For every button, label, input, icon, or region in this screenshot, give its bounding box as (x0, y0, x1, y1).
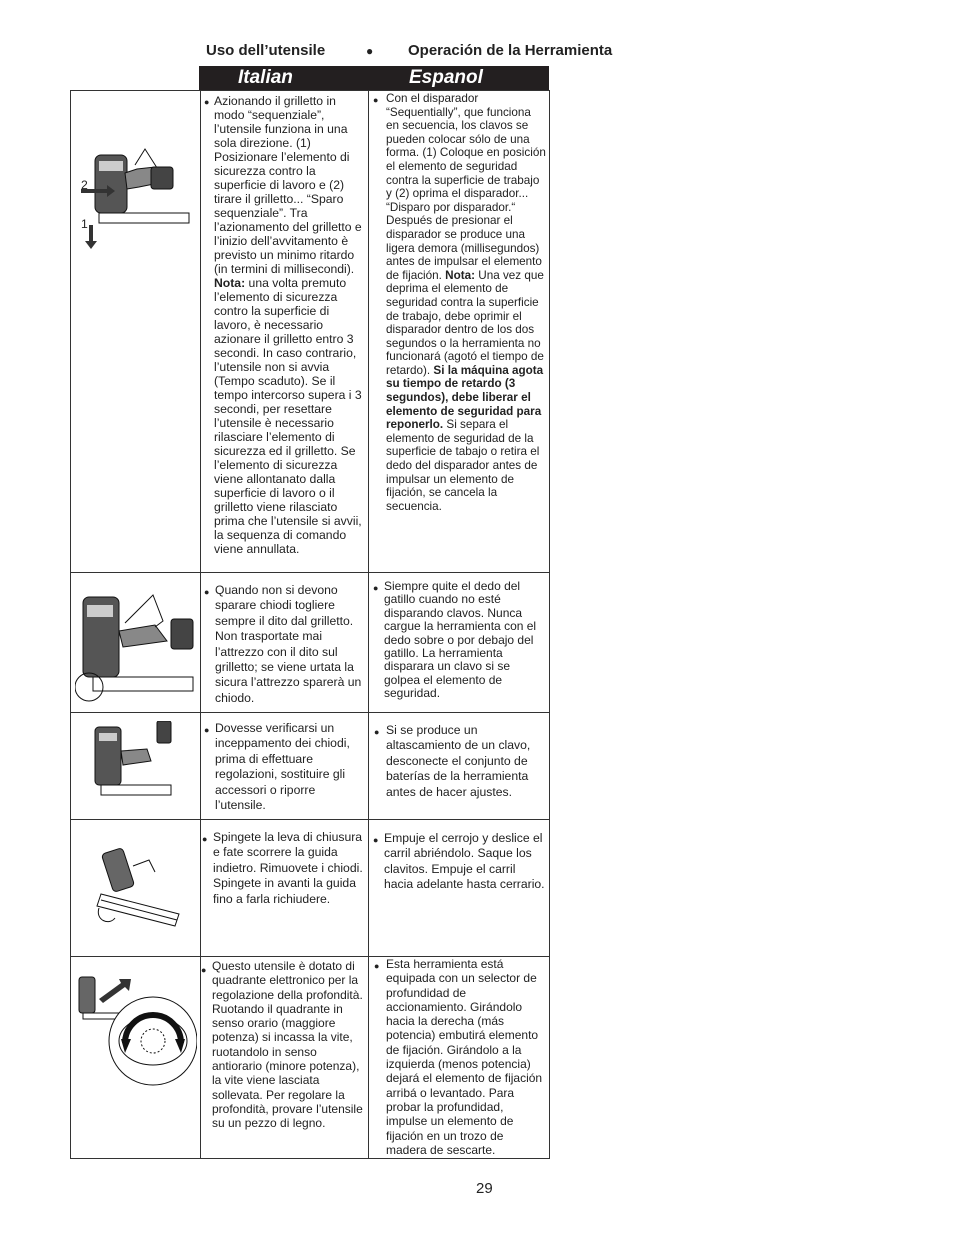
italian-text: Questo utensile è dotato di quadrante elettronico per la regolazione della profondità. Ruotando il quadrante in senso orario (maggiore potenza) si incassa la vite, ruotandolo in senso antiorario (minore potenza), la vite viene lasciata sollevata. Per regolare la profondità, provare l’utensile su un pezzo di legno. (212, 959, 363, 1131)
table-row: ● Dovesse verificarsi un inceppamento dei chiodi, prima di effettuare regolazioni, sostituire gli accessori o riporre l’utensile. ● Si se produce un altascamiento de un clavo, desconecte el conjunto de baterías de la herramienta antes de hacer ajustes. (71, 713, 549, 820)
italian-text: Spingete la leva di chiusura e fate scorrere la guida indietro. Rimuovete i chiodi. Spingete in avanti la guida fino a farla richiudere. (213, 830, 363, 906)
italian-text: Dovesse verificarsi un inceppamento dei chiodi, prima di effettuare regolazioni, sostituire gli accessori o riporre l’utensile. (215, 721, 350, 813)
nailer-illustration (77, 143, 195, 253)
page-number: 29 (476, 1180, 493, 1197)
spanish-text: Con el disparador “Sequentially”, que funciona en secuencia, los clavos se pueden colocar sólo de una forma. (1) Coloque en posición el elemento de seguridad contra la superficie de trabajo y (2) oprima el disparador... “Disparo por disparador.“ Después de presionar el disparador se produce una ligera demora (millisegundos) antes de impulsar el elemento de fijación. Nota: Una vez que deprima el elemento de seguridad contra la superficie de trabajo, debe oprimir el disparador dentro de los dos segundos o la herramienta no funcionará (agotó el tiempo de retardo). Si la máquina agota su tiempo de retardo (3 segundos), debe liberar el elemento de seguridad para reponerlo. Si separa el elemento de seguridad de la superficie de tabajo o retira el dedo del disparador antes de impulsar un elemento de fijación, se cancela la secuencia. (386, 92, 546, 513)
spanish-text: Si se produce un altascamiento de un clavo, desconecte el conjunto de baterías de la herramienta antes de hacer ajustes. (386, 723, 531, 799)
table-row: ● Quando non si devono sparare chiodi togliere sempre il dito dal grilletto. Non trasportate mai l’attrezzo con il dito sul grilletto; se viene urtata la sicura l’attrezzo sparerà un chiodo. ● Siempre quite el dedo del gatillo cuando no esté disparando clavos. Nunca cargue la herramienta con el dedo sobre o por debajo del gatillo. La herramienta disparara un clavo si se golpea el elemento de seguridad. (71, 573, 549, 713)
column-title-italian: Italian (238, 67, 293, 88)
language-header-bar (199, 66, 549, 90)
battery-removed-illustration (93, 721, 177, 811)
spanish-text: Empuje el cerrojo y deslice el carril abriéndolo. Saque los clavitos. Empuje el carril hacia adelante hasta cerrario. (384, 831, 545, 892)
spanish-text: Siempre quite el dedo del gatillo cuando no esté disparando clavos. Nunca cargue la herramienta con el dedo sobre o por debajo del gatillo. La herramienta disparara un clavo si se golpea el elemento de seguridad. (384, 579, 537, 701)
table-row: ● Questo utensile è dotato di quadrante elettronico per la regolazione della profondità. Ruotando il quadrante in senso orario (maggiore potenza) si incassa la vite, ruotandolo in senso antiorario (minore potenza), la vite viene lasciata sollevata. Per regolare la profondità, provare l’utensile su un pezzo di legno. ● Esta herramienta está equipada con un selector de profundidad de accionamiento. Girándolo hacia la derecha (más potencia) embutirá elemento de fijación. Girándolo a la izquierda (menos potencia) dejará el elemento de fijación arribá o levantado. Para probar la profundidad, impulse un elemento de fijación en un trozo de madera de sescarte. (71, 957, 549, 1159)
callout-2: 2 (81, 178, 88, 192)
magazine-latch-illustration (93, 846, 189, 930)
instruction-table (70, 90, 550, 1159)
section-title-spanish: Operación de la Herramienta (408, 42, 613, 59)
table-row: 2 1 ● Azionando il grilletto in modo “sequenziale”, l’utensile funziona in una sola direzione. (1) Posizionare l’elemento di sicurezza contro la superficie di lavoro e (2) tirare il grilletto... “Sparo sequenziale”. Tra l’azionamento del grilletto e l’inizio dell’avvitamento è previsto un minimo ritardo (in termini di millisecondi). Nota: una volta premuto l’elemento di sicurezza contro la superficie di lavoro, è necessario azionare il grilletto entro 3 secondi. In caso contrario, l’utensile non si avvia (Tempo scaduto). Se il tempo intercorso supera i 3 secondi, per resettare l’utensile è necessario rilasciare l’elemento di sicurezza ed il grilletto. Se l’elemento di sicurezza viene allontanato dalla superficie di lavoro o il grilletto viene rilasciato prima che l’utensile si avvii, la sequenza di comando viene annullata. ● Con el disparador “Sequentially”, que funciona en secuencia, los clavos se pueden colocar sólo de una forma. (1) Coloque en posición el elemento de seguridad contra la superficie de trabajo y (2) oprima el disparador... “Disparo por disparador.“ Después de presionar el disparador se produce una ligera demora (millisegundos) antes de impulsar el elemento de fijación. Nota: Una vez que deprima el elemento de seguridad contra la superficie de trabajo, debe oprimir el disparador dentro de los dos segundos o la herramienta no funcionará (agotó el tiempo de retardo). Si la máquina agota su tiempo de retardo (3 segundos), debe liberar el elemento de seguridad para reponerlo. Si separa el elemento de seguridad de la superficie de tabajo o retira el dedo del disparador antes de impulsar un elemento de fijación, se cancela la secuencia. (71, 91, 549, 573)
italian-text: Quando non si devono sparare chiodi togliere sempre il dito dal grilletto. Non trasportate mai l’attrezzo con il dito sul grilletto; se viene urtata la sicura l’attrezzo sparerà un chiodo. (215, 583, 362, 705)
header-separator: ● (366, 44, 374, 58)
column-title-spanish: Espanol (409, 67, 483, 88)
depth-dial-illustration (77, 973, 197, 1091)
finger-off-trigger-illustration (75, 591, 197, 709)
table-row: ● Spingete la leva di chiusura e fate scorrere la guida indietro. Rimuovete i chiodi. Spingete in avanti la guida fino a farla richiudere. ● Empuje el cerrojo y deslice el carril abriéndolo. Saque los clavitos. Empuje el carril hacia adelante hasta cerrario. (71, 820, 549, 957)
spanish-text: Esta herramienta está equipada con un selector de profundidad de accionamiento. Girándolo hacia la derecha (más potencia) embutirá elemento de fijación. Girándolo a la izquierda (menos potencia) dejará el elemento de fijación arribá o levantado. Para probar la profundidad, impulse un elemento de fijación en un trozo de madera de sescarte. (386, 957, 543, 1157)
section-title-italian: Uso dell’utensile (206, 42, 326, 59)
italian-text: Azionando il grilletto in modo “sequenziale”, l’utensile funziona in una sola direzione. (1) Posizionare l’elemento di sicurezza contro la superficie di lavoro e (2) tirare il grilletto... “Sparo sequenziale”. Tra l’azionamento del grilletto e l’inizio dell’avvitamento è previsto un minimo ritardo (in termini di millisecondi). Nota: una volta premuto l’elemento di sicurezza contro la superficie di lavoro, è necessario azionare il grilletto entro 3 secondi. In caso contrario, l’utensile non si avvia (Tempo scaduto). Se il tempo intercorso supera i 3 secondi, per resettare l’utensile è necessario rilasciare l’elemento di sicurezza ed il grilletto. Se l’elemento di sicurezza viene allontanato dalla superficie di lavoro o il grilletto viene rilasciato prima che l’utensile si avvii, la sequenza di comando viene annullata. (214, 94, 362, 556)
callout-1: 1 (81, 217, 88, 231)
